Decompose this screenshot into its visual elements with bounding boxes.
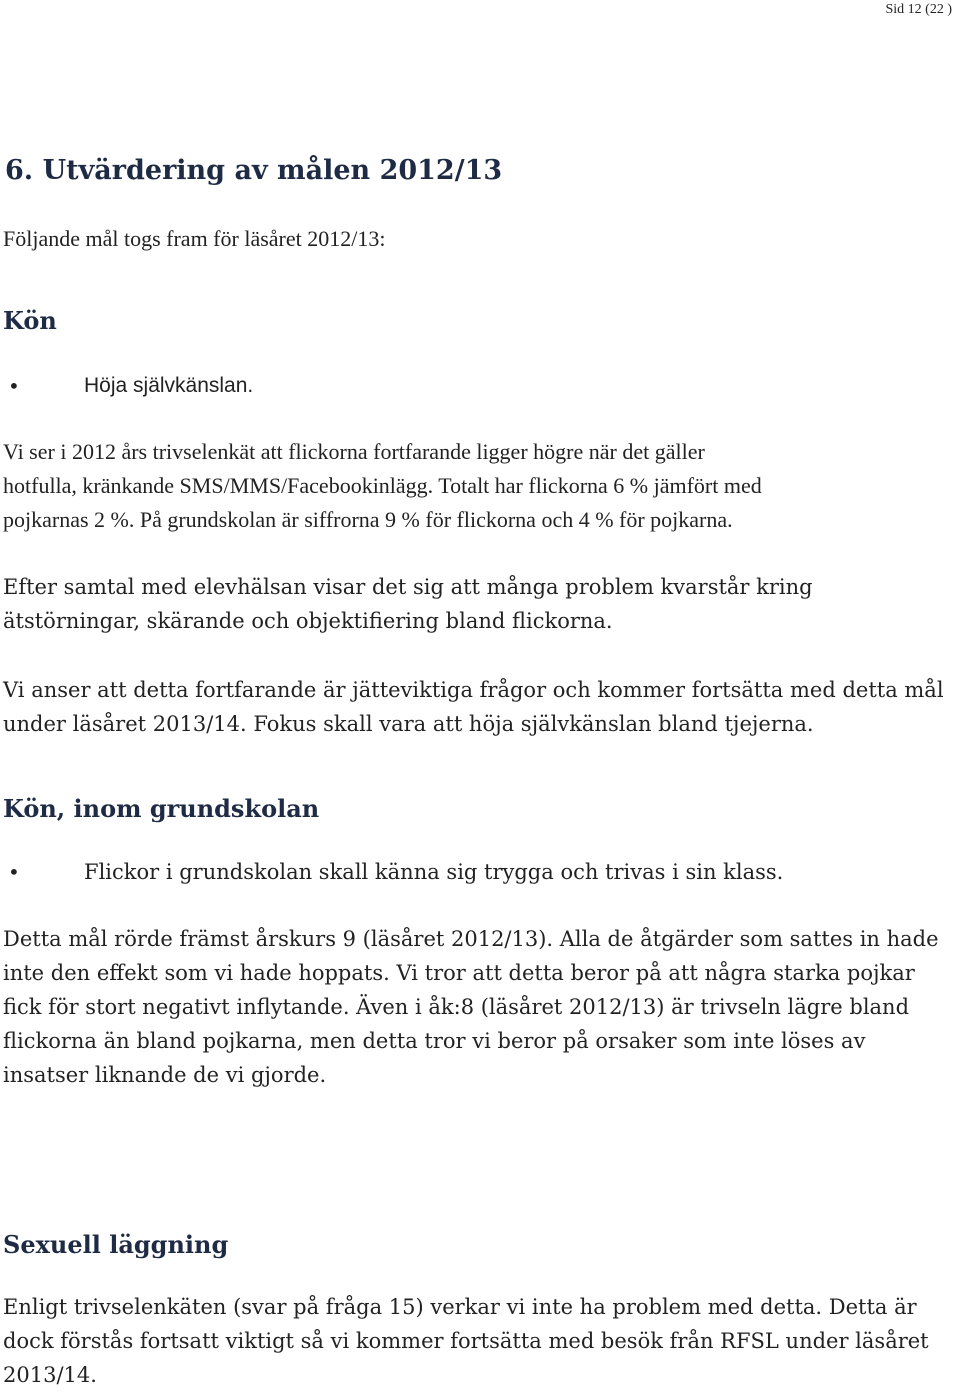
bullet-text: Höja självkänslan. [84, 374, 254, 397]
paragraph-line-text: pojkarnas 2 %. På grundskolan är siffrorna 9 % för flickorna och 4 % för pojkarna. [3, 507, 733, 532]
paragraph-sexuell-laggning: Enligt trivselenkäten (svar på fråga 15) verkar vi inte ha problem med detta. Detta är dock förstås fortsatt viktigt så vi kommer fortsätta med besök från RFSL under läsåret 2013/14. [3, 1295, 929, 1387]
paragraph-kon-3: Vi anser att detta fortfarande är jätteviktiga frågor och kommer fortsätta med detta mål under läsåret 2013/14. Fokus skall vara att höja självkänslan bland tjejerna. [3, 678, 944, 736]
paragraph-line: hotfulla, kränkande SMS/MMS/Facebookinlägg. Totalt har flickorna 6 % jämfört med [3, 473, 762, 498]
paragraph-kon-1 [3, 435, 955, 537]
section-intro: Följande mål togs fram för läsåret 2012/13: [3, 226, 386, 251]
paragraph-line: Vi ser i 2012 års trivselenkät att flickorna fortfarande ligger högre när det gäller [3, 439, 705, 464]
paragraph-line [3, 503, 955, 537]
paragraph-kon-2: Efter samtal med elevhälsan visar det sig att många problem kvarstår kring ätstörningar, skärande och objektifiering bland flickorna. [3, 575, 813, 633]
bullet-icon: • [8, 374, 20, 398]
heading-kon: Kön [3, 306, 57, 335]
paragraph-grundskolan: Detta mål rörde främst årskurs 9 (läsåret 2012/13). Alla de åtgärder som sattes in hade inte den effekt som vi hade hoppats. Vi tror att detta beror på att några starka pojkar fick för stort negativt inflytande. Även i åk:8 (läsåret 2012/13) är trivseln lägre bland flickorna än bland pojkarna, men detta tror vi beror på orsaker som inte löses av insatser liknande de vi gjorde. [3, 927, 939, 1087]
page-number: Sid 12 (22 ) [885, 2, 952, 17]
heading-sexuell-laggning: Sexuell läggning [3, 1230, 229, 1259]
bullet-text: Flickor i grundskolan skall känna sig trygga och trivas i sin klass. [84, 860, 784, 884]
section-title: 6. Utvärdering av målen 2012/13 [5, 155, 503, 186]
heading-kon-grundskolan: Kön, inom grundskolan [3, 794, 320, 823]
bullet-icon: • [8, 860, 20, 884]
